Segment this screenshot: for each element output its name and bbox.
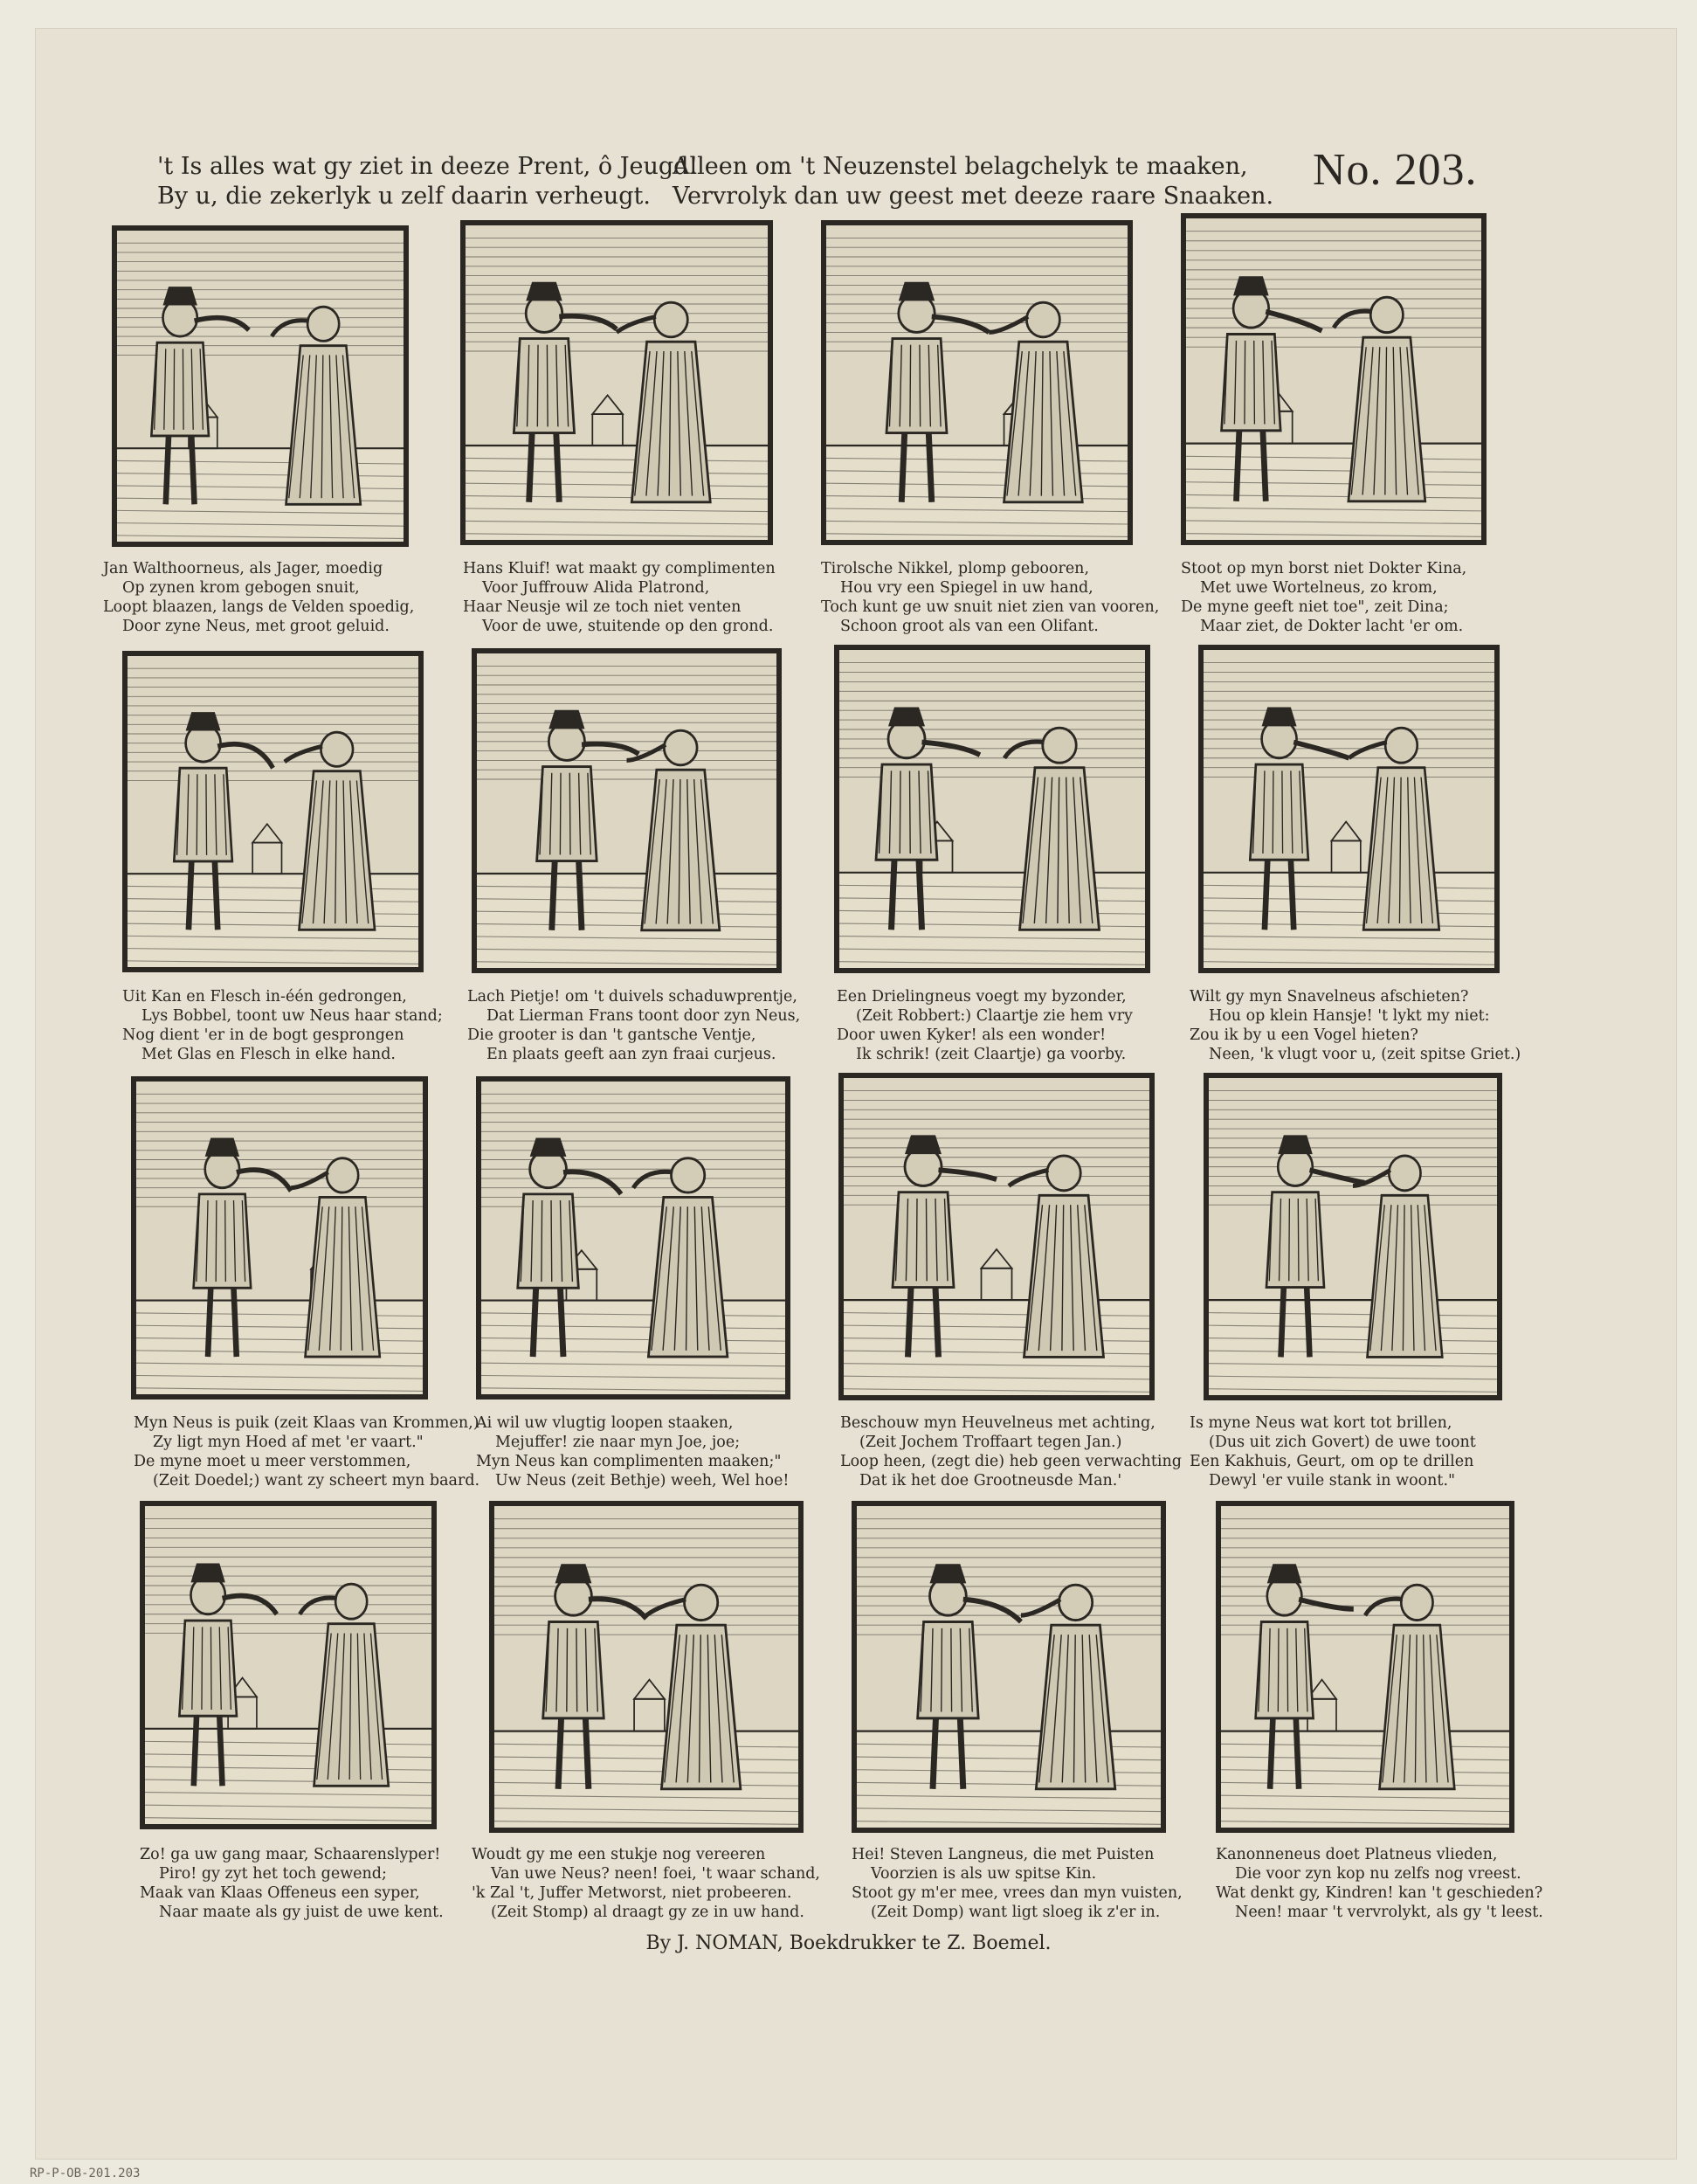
caption-line: (Zeit Robbert:) Claartje zie hem vry [856, 1007, 1133, 1025]
panel-caption-14 [472, 1845, 820, 1922]
woodcut-panel-16 [1216, 1501, 1514, 1833]
caption-line: De myne moet u meer verstommen, [134, 1453, 411, 1470]
caption-line: (Dus uit zich Govert) de uwe toont [1209, 1434, 1476, 1451]
caption-line: Uit Kan en Flesch in-één gedrongen, [122, 988, 407, 1006]
woodcut-panel-11 [838, 1073, 1155, 1400]
caption-line: Zo! ga uw gang maar, Schaarenslyper! [140, 1846, 441, 1863]
inventory-number: RP-P-OB-201.203 [30, 2167, 141, 2181]
caption-line: Met Glas en Flesch in elke hand. [141, 1046, 396, 1063]
woodcut-panel-14 [489, 1501, 804, 1833]
woodcut-panel-15 [852, 1501, 1166, 1833]
caption-line: Loop heen, (zegt die) heb geen verwachting [840, 1453, 1182, 1470]
printer-imprint: By J. NOMAN, Boekdrukker te Z. Boemel. [645, 1932, 1052, 1954]
caption-line: Die grooter is dan 't gantsche Ventje, [467, 1026, 756, 1044]
caption-line: Haar Neusje wil ze toch niet venten [463, 598, 742, 616]
caption-line: (Zeit Domp) want ligt sloeg ik z'er in. [871, 1904, 1161, 1921]
header-right-line-1: Alleen om 't Neuzenstel belagchelyk te maaken, [673, 153, 1248, 180]
panel-caption-15 [852, 1845, 1183, 1922]
header [157, 122, 1502, 218]
woodcut-panel-1 [112, 225, 409, 547]
caption-line: Voor de uwe, stuitende op den grond. [482, 618, 774, 635]
caption-line: Neen, 'k vlugt voor u, (zeit spitse Griet.) [1209, 1046, 1521, 1063]
caption-line: Woudt gy me een stukje nog vereeren [472, 1846, 766, 1863]
panel-caption-9 [134, 1413, 479, 1490]
panel-caption-5 [122, 987, 443, 1064]
caption-line: Hei! Steven Langneus, die met Puisten [852, 1846, 1155, 1863]
caption-line: Jan Walthoorneus, als Jager, moedig [103, 560, 383, 577]
header-left-verse [157, 152, 698, 211]
caption-line: Voorzien is als uw spitse Kin. [871, 1865, 1097, 1883]
caption-line: Neen! maar 't vervrolykt, als gy 't leest. [1235, 1904, 1543, 1921]
woodcut-panel-10 [476, 1076, 790, 1400]
caption-line: Kanonneneus doet Platneus vlieden, [1216, 1846, 1498, 1863]
caption-line: Maak van Klaas Offeneus een syper, [140, 1884, 420, 1902]
caption-line: Myn Neus kan complimenten maaken;" [476, 1453, 782, 1470]
caption-line: Voor Juffrouw Alida Platrond, [482, 579, 710, 597]
caption-line: Tirolsche Nikkel, plomp gebooren, [821, 560, 1090, 577]
caption-line: Wat denkt gy, Kindren! kan 't geschieden? [1216, 1884, 1543, 1902]
woodcut-panel-8 [1198, 645, 1500, 973]
caption-line: Een Kakhuis, Geurt, om op te drillen [1190, 1453, 1474, 1470]
panel-caption-4 [1181, 559, 1466, 636]
header-left-line-1: 't Is alles wat gy ziet in deeze Prent, ô Jeugd! [157, 153, 699, 180]
caption-line: 'k Zal 't, Juffer Metworst, niet probeeren. [472, 1884, 792, 1902]
panel-caption-2 [463, 559, 776, 636]
caption-line: Uw Neus (zeit Bethje) weeh, Wel hoe! [495, 1472, 790, 1489]
caption-line: Door uwen Kyker! als een wonder! [837, 1026, 1107, 1044]
caption-line: Myn Neus is puik (zeit Klaas van Krommen,) [134, 1414, 479, 1432]
panel-caption-3 [821, 559, 1159, 636]
caption-line: Dewyl 'er vuile stank in woont." [1209, 1472, 1456, 1489]
caption-line: Dat Lierman Frans toont door zyn Neus, [486, 1007, 801, 1025]
caption-line: Toch kunt ge uw snuit niet zien van vooren, [821, 598, 1160, 616]
caption-line: Op zynen krom gebogen snuit, [122, 579, 360, 597]
woodcut-panel-2 [460, 220, 773, 545]
caption-line: En plaats geeft aan zyn fraai curjeus. [486, 1046, 776, 1063]
caption-line: Stoot gy m'er mee, vrees dan myn vuisten, [852, 1884, 1183, 1902]
caption-line: Zou ik by u een Vogel hieten? [1190, 1026, 1418, 1044]
caption-line: Nog dient 'er in de bogt gesprongen [122, 1026, 404, 1044]
panel-caption-13 [140, 1845, 444, 1922]
woodcut-panel-3 [821, 220, 1133, 545]
panel-caption-12 [1190, 1413, 1476, 1490]
caption-line: Mejuffer! zie naar myn Joe, joe; [495, 1434, 741, 1451]
caption-line: Wilt gy myn Snavelneus afschieten? [1190, 988, 1469, 1006]
woodcut-panel-7 [834, 645, 1150, 973]
caption-line: Piro! gy zyt het toch gewend; [159, 1865, 387, 1883]
panel-caption-6 [467, 987, 800, 1064]
caption-line: Maar ziet, de Dokter lacht 'er om. [1200, 618, 1464, 635]
caption-line: Loopt blaazen, langs de Velden spoedig, [103, 598, 415, 616]
caption-line: Beschouw myn Heuvelneus met achting, [840, 1414, 1155, 1432]
caption-line: Lach Pietje! om 't duivels schaduwprentje, [467, 988, 797, 1006]
woodcut-panel-6 [472, 648, 782, 973]
print-number: No. 203. [1313, 145, 1478, 195]
caption-line: Een Drielingneus voegt my byzonder, [837, 988, 1127, 1006]
caption-line: Hou op klein Hansje! 't lykt my niet: [1209, 1007, 1490, 1025]
caption-line: Schoon groot als van een Olifant. [840, 618, 1099, 635]
caption-line: Zy ligt myn Hoed af met 'er vaart." [153, 1434, 424, 1451]
caption-line: Door zyne Neus, met groot geluid. [122, 618, 390, 635]
caption-line: Ai wil uw vlugtig loopen staaken, [476, 1414, 734, 1432]
caption-line: Is myne Neus wat kort tot brillen, [1190, 1414, 1452, 1432]
caption-line: Die voor zyn kop nu zelfs nog vreest. [1235, 1865, 1521, 1883]
panel-caption-11 [840, 1413, 1182, 1490]
caption-line: Van uwe Neus? neen! foei, 't waar schand, [491, 1865, 820, 1883]
caption-line: Met uwe Wortelneus, zo krom, [1200, 579, 1438, 597]
caption-line: Ik schrik! (zeit Claartje) ga voorby. [856, 1046, 1127, 1063]
caption-line: (Zeit Jochem Troffaart tegen Jan.) [859, 1434, 1122, 1451]
header-left-line-2: By u, die zekerlyk u zelf daarin verheugt. [157, 183, 651, 210]
panel-caption-10 [476, 1413, 789, 1490]
caption-line: Lys Bobbel, toont uw Neus haar stand; [141, 1007, 443, 1025]
caption-line: Hans Kluif! wat maakt gy complimenten [463, 560, 776, 577]
panel-caption-7 [837, 987, 1133, 1064]
woodcut-panel-12 [1204, 1073, 1502, 1400]
caption-line: (Zeit Doedel;) want zy scheert myn baard. [153, 1472, 480, 1489]
woodcut-panel-13 [140, 1501, 437, 1829]
panel-caption-1 [103, 559, 414, 636]
woodcut-panel-4 [1181, 213, 1487, 545]
caption-line: Naar maate als gy juist de uwe kent. [159, 1904, 444, 1921]
header-right-verse [673, 152, 1273, 211]
caption-line: Hou vry een Spiegel in uw hand, [840, 579, 1093, 597]
woodcut-panel-9 [131, 1076, 428, 1400]
caption-line: Stoot op myn borst niet Dokter Kina, [1181, 560, 1467, 577]
caption-line: Dat ik het doe Grootneusde Man.' [859, 1472, 1122, 1489]
caption-line: De myne geeft niet toe", zeit Dina; [1181, 598, 1449, 616]
panel-caption-8 [1190, 987, 1521, 1064]
caption-line: (Zeit Stomp) al draagt gy ze in uw hand. [491, 1904, 804, 1921]
woodcut-panel-5 [122, 651, 424, 972]
header-right-line-2: Vervrolyk dan uw geest met deeze raare Snaaken. [673, 183, 1274, 210]
panel-caption-16 [1216, 1845, 1543, 1922]
